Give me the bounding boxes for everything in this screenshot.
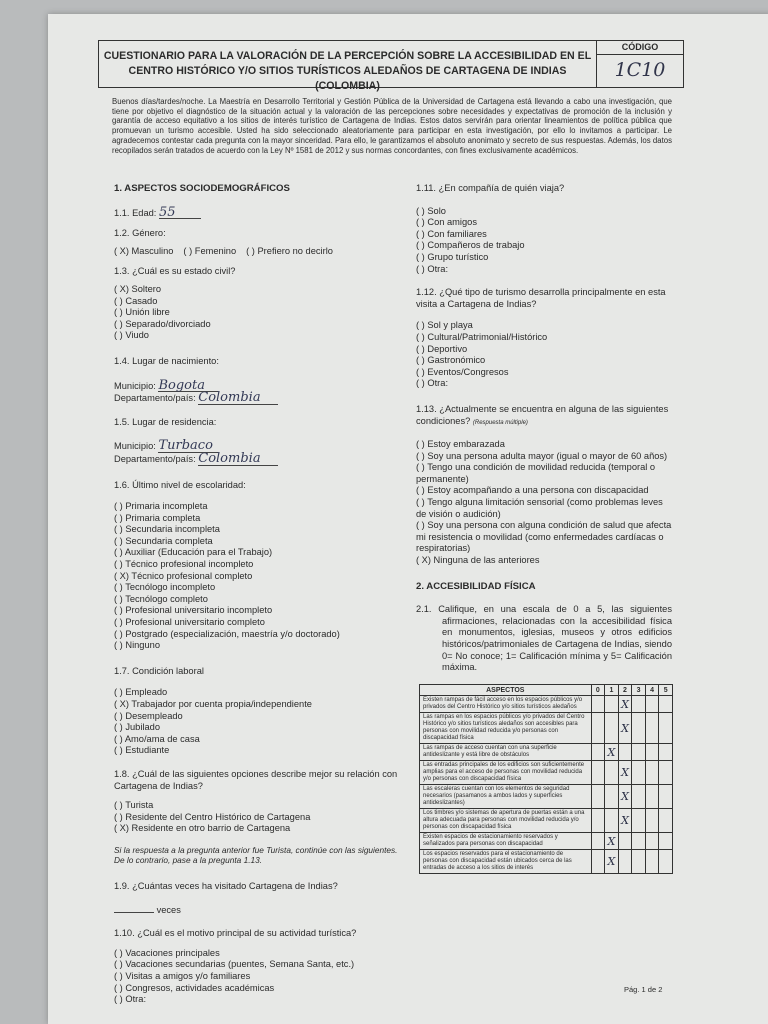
rating-cell-0[interactable] [591,833,605,850]
q15-label: 1.5. Lugar de residencia: [114,416,217,427]
rating-cell-1[interactable] [605,696,619,713]
q112-label: 1.12. ¿Qué tipo de turismo desarrolla principalmente en esta visita a Cartagena de Indias? [416,287,666,309]
companion-option[interactable]: ( ) Solo [416,205,446,216]
rating-cell-5[interactable] [659,785,673,809]
companion-option[interactable]: ( ) Con familiares [416,228,487,239]
visits-suffix: veces [156,904,181,915]
rating-row [420,713,673,744]
education-option[interactable]: ( ) Auxiliar (Educación para el Trabajo) [114,547,273,558]
motive-option[interactable]: ( ) Visitas a amigos y/o familiares [114,970,251,981]
education-option[interactable]: ( ) Primaria completa [114,512,201,523]
condition-option[interactable]: ( ) Estoy acompañando a una persona con discapacidad [416,485,649,496]
q18-label: 1.8. ¿Cuál de las siguientes opciones describe mejor su relación con Cartagena de Indias? [114,768,398,791]
q113-label: 1.13. ¿Actualmente se encuentra en alguna de las siguientes condiciones? [416,403,669,426]
res-dept-label: Departamento/país: [114,453,196,464]
rating-cell-2[interactable] [618,744,632,761]
rating-cell-5[interactable] [659,809,673,833]
rating-cell-3[interactable] [632,850,646,874]
q113-hint: (Respuesta múltiple) [472,419,528,426]
q16-label: 1.6. Último nivel de escolaridad: [114,479,246,490]
rating-cell-3[interactable] [632,833,646,850]
rating-aspect-text: Los timbres y/o sistemas de apertura de puertas están a una altura adecuada para personas con movilidad reducida y/o personas con discapacidad física [420,809,592,833]
motive-option[interactable]: ( ) Otra: [114,994,147,1005]
q12-label: 1.2. Género: [114,228,166,239]
tourism-type-option[interactable]: ( ) Cultural/Patrimonial/Histórico [416,331,548,342]
condition-option[interactable]: ( ) Tengo alguna limitación sensorial (como problemas leves de visión o audición) [416,497,663,519]
rating-table-header [420,685,673,696]
rating-cell-4[interactable] [645,809,659,833]
scale-header-1: 1 [605,685,619,696]
rating-cell-5[interactable] [659,761,673,785]
q11-label: 1.1. Edad: [114,207,157,218]
relation-option[interactable]: ( ) Turista [114,800,154,811]
education-option[interactable]: ( ) Profesional universitario completo [114,617,265,628]
rating-cell-3[interactable] [632,696,646,713]
rating-cell-0[interactable] [591,744,605,761]
left-column [114,183,404,1006]
employment-option[interactable]: ( ) Jubilado [114,722,160,733]
q111-options [416,206,672,276]
rating-cell-3[interactable] [632,713,646,744]
q11-age [114,204,404,220]
rating-cell-0[interactable] [591,713,605,744]
rating-cell-5[interactable] [659,833,673,850]
condition-option[interactable]: ( ) Tengo una condición de movilidad reducida (temporal o permanente) [416,462,656,484]
rating-cell-1[interactable] [605,809,619,833]
rating-row [420,833,673,850]
rating-cell-4[interactable] [645,785,659,809]
rating-cell-0[interactable] [591,809,605,833]
education-option[interactable]: ( ) Tecnólogo completo [114,593,208,604]
aspects-header: ASPECTOS [420,685,592,696]
q17-label: 1.7. Condición laboral [114,665,204,676]
rating-cell-5[interactable] [659,850,673,874]
motive-option[interactable]: ( ) Congresos, actividades académicas [114,982,275,993]
code-cell [597,41,683,87]
scale-header-3: 3 [632,685,646,696]
rating-table-body [420,696,673,874]
rating-cell-5[interactable] [659,696,673,713]
q113-options [416,439,672,567]
rating-aspect-text: Las escaleras cuentan con los elementos de seguridad necesarios (pasamanos a ambos lados y superficies antideslizantes) [420,785,592,809]
rating-cell-2[interactable]: X [618,809,632,833]
intro-paragraph: Buenos días/tardes/noche. La Maestría en Desarrollo Territorial y Gestión Pública de la Universidad de Cartagena está llevando a cabo una investigación, que tiene por objetivo el diagnóstico de la situación actual y la valoración de las percepciones sobre necesidades y expectativas de promoción de la inclusión y garantía de acceso equitativo a los sitios de interés turístico de Cartagena de Indias. Estos datos servirán para orientar lineamientos de política pública que promuevan un turismo accesible. Usted ha sido seleccionado aleatoriamente para participar en esta investigación, por ello lo invitamos a participar. Le agradecemos contestar cada pregunta con la mayor sinceridad. Para ello, le garantizamos el absoluto anonimato y secreto de sus respuestas. Además, los datos recopilados serán tratados de acuerdo con la Ley Nº 1581 de 2012 y sus normas concordantes, con fines exclusivamente académicos. [112,97,672,155]
education-option[interactable]: ( ) Primaria incompleta [114,501,208,512]
gender-femenino-option[interactable]: ( ) Femenino [183,245,237,256]
rating-cell-4[interactable] [645,833,659,850]
right-column [416,183,672,674]
education-option[interactable]: ( X) Técnico profesional completo [114,570,253,581]
rating-cell-4[interactable] [645,761,659,785]
rating-cell-3[interactable] [632,785,646,809]
rating-aspect-text: Existen espacios de estacionamiento reservados y señalizados para personas con discapacidad [420,833,592,850]
q113-question [416,404,672,429]
rating-cell-2[interactable] [618,833,632,850]
rating-cell-1[interactable]: X [605,744,619,761]
scale-header-0: 0 [591,685,605,696]
tourism-type-option[interactable]: ( ) Eventos/Congresos [416,366,509,377]
education-option[interactable]: ( ) Profesional universitario incompleto [114,605,273,616]
rating-cell-1[interactable]: X [605,850,619,874]
q12-options [114,246,404,258]
motive-option[interactable]: ( ) Vacaciones principales [114,947,220,958]
res-municipio-label: Municipio: [114,441,156,452]
employment-option[interactable]: ( ) Amo/ama de casa [114,733,200,744]
condition-option[interactable]: ( X) Ninguna de las anteriores [416,555,540,566]
rating-cell-0[interactable] [591,785,605,809]
scale-header-2: 2 [618,685,632,696]
civil-status-option[interactable]: ( ) Separado/divorciado [114,318,211,329]
birth-dept-field[interactable]: Colombia [198,392,278,405]
companion-option[interactable]: ( ) Compañeros de trabajo [416,240,525,251]
rating-row [420,809,673,833]
civil-status-option[interactable]: ( ) Casado [114,295,158,306]
condition-option[interactable]: ( ) Soy una persona con alguna condición de salud que afecta mi resistencia o movilidad (como enfermedades cardíacas o respiratorias) [416,520,672,554]
tourism-type-option[interactable]: ( ) Gastronómico [416,355,486,366]
form-title-line2: CENTRO HISTÓRICO Y/O SITIOS TURÍSTICOS ALEDAÑOS DE CARTAGENA DE INDIAS (COLOMBIA) [128,65,567,92]
q14-label: 1.4. Lugar de nacimiento: [114,355,219,366]
relation-option[interactable]: ( ) Residente del Centro Histórico de Cartagena [114,811,311,822]
rating-cell-4[interactable] [645,850,659,874]
employment-option[interactable]: ( ) Desempleado [114,710,183,721]
rating-cell-3[interactable] [632,761,646,785]
tourism-type-option[interactable]: ( ) Otra: [416,378,449,389]
code-value[interactable]: 1C10 [614,59,666,81]
rating-aspect-text: Existen rampas de fácil acceso en los espacios públicos y/o privados del Centro Histórico y/o sitios turísticos aledaños [420,696,592,713]
rating-cell-1[interactable] [605,713,619,744]
rating-row [420,785,673,809]
rating-cell-3[interactable] [632,809,646,833]
rating-row [420,850,673,874]
motive-option[interactable]: ( ) Vacaciones secundarias (puentes, Semana Santa, etc.) [114,959,355,970]
page-number: Pág. 1 de 2 [624,985,663,994]
age-field[interactable]: 55 [159,207,201,220]
rating-cell-4[interactable] [645,744,659,761]
birth-municipio-label: Municipio: [114,380,156,391]
q110-label: 1.10. ¿Cuál es el motivo principal de su actividad turística? [114,928,357,939]
section1-title: 1. ASPECTOS SOCIODEMOGRÁFICOS [114,183,290,194]
q112-options [416,320,672,390]
rating-cell-0[interactable] [591,850,605,874]
education-option[interactable]: ( ) Ninguno [114,640,160,651]
rating-aspect-text: Las entradas principales de los edificios son suficientemente amplias para el acceso de personas con movilidad reducida y/o personas con discapacidad física [420,761,592,785]
tourism-type-option[interactable]: ( ) Sol y playa [416,320,473,331]
q19-label: 1.9. ¿Cuántas veces ha visitado Cartagena de Indias? [114,880,338,891]
rating-row [420,761,673,785]
employment-option[interactable]: ( ) Empleado [114,687,168,698]
rating-cell-0[interactable] [591,696,605,713]
rating-cell-2[interactable]: X [618,696,632,713]
rating-cell-2[interactable]: X [618,785,632,809]
civil-status-option[interactable]: ( ) Viudo [114,330,149,341]
education-option[interactable]: ( ) Postgrado (especialización, maestría y/o doctorado) [114,628,340,639]
q13-label: 1.3. ¿Cuál es su estado civil? [114,266,236,277]
relation-option[interactable]: ( X) Residente en otro barrio de Cartagena [114,823,291,834]
gender-no-decir-option[interactable]: ( ) Prefiero no decirlo [246,245,333,256]
education-option[interactable]: ( ) Secundaria incompleta [114,524,220,535]
birth-municipio-field[interactable]: Bogota [158,380,218,393]
code-label: CÓDIGO [597,41,683,55]
condition-option[interactable]: ( ) Estoy embarazada [416,439,505,450]
rating-aspect-text: Las rampas en los espacios públicos y/o privados del Centro Histórico y/o sitios turísticos aledaños son accesibles para personas con movilidad reducida y/o personas con discapacidad física [420,713,592,744]
employment-option[interactable]: ( ) Estudiante [114,745,170,756]
civil-status-option[interactable]: ( X) Soltero [114,283,162,294]
scale-header-5: 5 [659,685,673,696]
birth-dept-label: Departamento/país: [114,393,196,404]
rating-cell-5[interactable] [659,713,673,744]
q18-options [114,800,404,835]
gender-masculino-option[interactable]: ( X) Masculino [114,245,174,256]
civil-status-option[interactable]: ( ) Unión libre [114,307,170,318]
rating-cell-1[interactable]: X [605,833,619,850]
q111-label: 1.11. ¿En compañía de quién viaja? [416,183,565,193]
form-title [99,41,597,92]
form-title-line1: CUESTIONARIO PARA LA VALORACIÓN DE LA PERCEPCIÓN SOBRE LA ACCESIBILIDAD EN EL [103,50,592,62]
rating-cell-2[interactable] [618,850,632,874]
res-municipio-field[interactable]: Turbaco [158,440,218,453]
employment-option[interactable]: ( X) Trabajador por cuenta propia/independiente [114,699,312,709]
rating-row [420,744,673,761]
birth-dept-row [114,392,404,405]
rating-cell-4[interactable] [645,713,659,744]
education-option[interactable]: ( ) Técnico profesional incompleto [114,559,254,570]
rating-cell-5[interactable] [659,744,673,761]
companion-option[interactable]: ( ) Otra: [416,263,449,274]
rating-cell-1[interactable] [605,761,619,785]
companion-option[interactable]: ( ) Grupo turístico [416,251,489,262]
accessibility-rating-table [419,684,673,874]
rating-cell-4[interactable] [645,696,659,713]
q18-note: Si la respuesta a la pregunta anterior fue Turista, continúe con las siguientes. De lo contrario, pase a la pregunta 1.13. [114,844,398,865]
section2-title: 2. ACCESIBILIDAD FÍSICA [416,580,536,592]
res-dept-field[interactable]: Colombia [198,453,278,466]
visits-field[interactable] [114,912,154,913]
rating-aspect-text: Los espacios reservados para el estacionamiento de personas con discapacidad están ubicados cerca de las entradas de acceso a los sitios de interés [420,850,592,874]
rating-cell-2[interactable]: X [618,713,632,744]
q19-answer [114,905,404,917]
q16-options [114,501,404,652]
education-option[interactable]: ( ) Tecnólogo incompleto [114,582,216,593]
tourism-type-option[interactable]: ( ) Deportivo [416,343,468,354]
q21-label: 2.1. Califique, en una escala de 0 a 5, las siguientes afirmaciones, relacionadas con la accesibilidad física en monumentos, iglesias, museos y otros edificios históricos/patrimoniales de Cartagena de Indias, siendo 0= No conoce; 1= Calificación mínima y 5= Calificación máxima. [416,604,672,673]
companion-option[interactable]: ( ) Con amigos [416,217,477,228]
rating-cell-1[interactable] [605,785,619,809]
rating-row [420,696,673,713]
rating-cell-0[interactable] [591,761,605,785]
form-header [98,40,684,92]
rating-cell-2[interactable]: X [618,761,632,785]
q17-options [114,687,404,757]
q110-options [114,948,404,1006]
rating-cell-3[interactable] [632,744,646,761]
rating-aspect-text: Las rampas de acceso cuentan con una superficie antideslizante y está libre de obstáculos [420,744,592,761]
scale-header-4: 4 [645,685,659,696]
education-option[interactable]: ( ) Secundaria completa [114,535,213,546]
res-dept-row [114,450,404,466]
q13-options [114,284,404,342]
condition-option[interactable]: ( ) Soy una persona adulta mayor (igual o mayor de 60 años) [416,450,668,461]
